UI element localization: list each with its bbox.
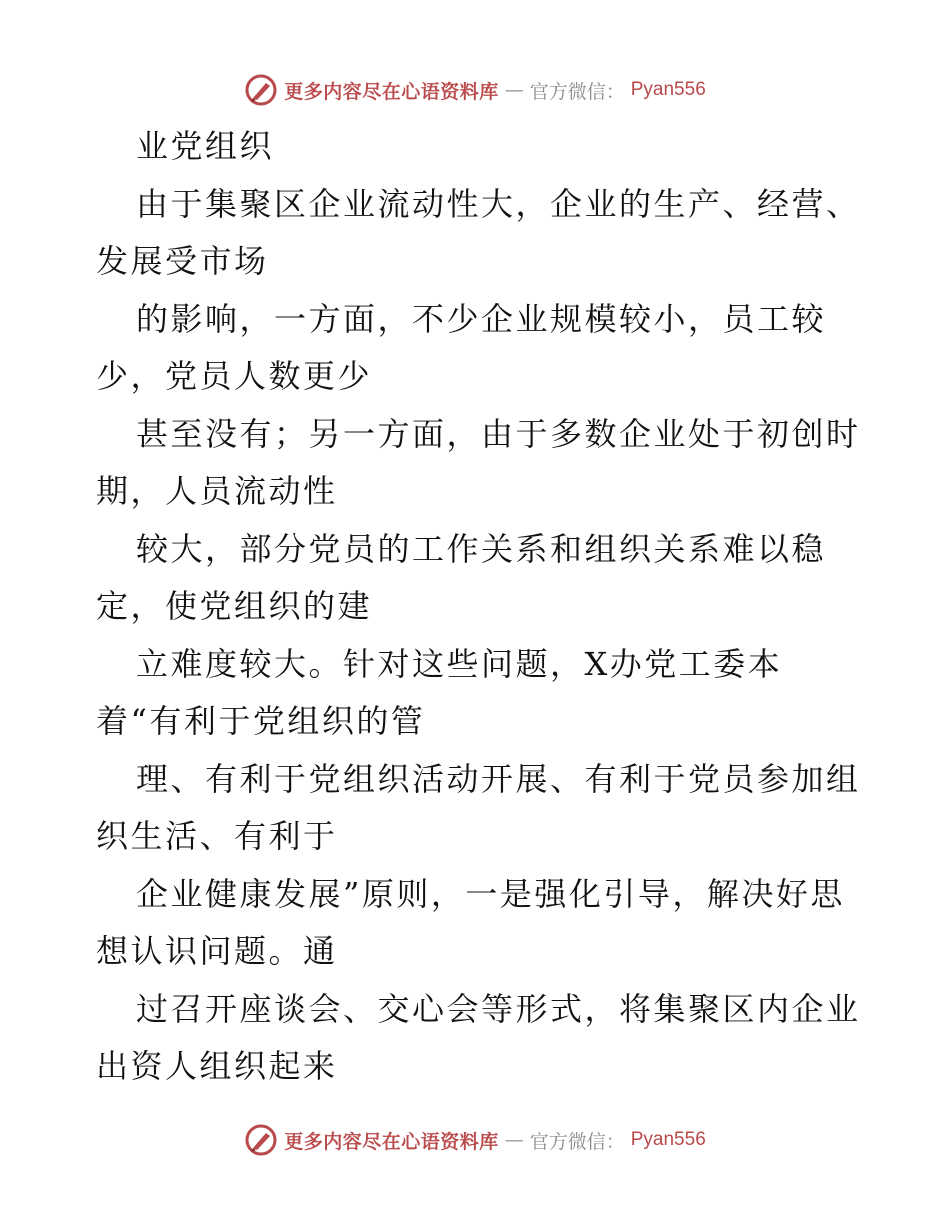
text-line: 发展受市场 <box>96 242 269 280</box>
watermark-brand-text: 更多内容尽在心语资料库 <box>284 80 499 103</box>
text-line: 业党组织 <box>136 127 275 165</box>
watermark-official-label: 官方微信： <box>529 80 625 103</box>
document-body <box>96 118 866 1096</box>
text-line: 的影响，一方面，不少企业规模较小，员工较 <box>136 299 827 338</box>
text-line: 由于集聚区企业流动性大，企业的生产、经营、 <box>136 184 861 223</box>
text-line: 企业健康发展”原则，一是强化引导，解决好思 <box>136 874 845 913</box>
footer-watermark <box>0 1120 950 1160</box>
text-line: 期，人员流动性 <box>96 472 338 510</box>
text-line: 较大，部分党员的工作关系和组织关系难以稳 <box>136 529 827 568</box>
quill-pen-logo-icon <box>244 1123 278 1157</box>
watermark-brand-text: 更多内容尽在心语资料库 <box>284 1130 499 1153</box>
text-line: 出资人组织起来 <box>96 1047 338 1085</box>
text-line: 想认识问题。通 <box>96 932 338 970</box>
watermark-official-label: 官方微信： <box>529 1130 625 1153</box>
watermark-dash: — <box>504 1129 524 1151</box>
text-line: 立难度较大。针对这些问题，X办党工委本 <box>136 644 783 683</box>
watermark-account-id: Pyan556 <box>630 79 706 100</box>
watermark-account-id: Pyan556 <box>630 1129 706 1150</box>
text-line: 着“有利于党组织的管 <box>96 702 426 740</box>
text-line: 定，使党组织的建 <box>96 587 373 625</box>
watermark-dash: — <box>504 79 524 101</box>
text-line: 织生活、有利于 <box>96 817 338 855</box>
text-line: 少，党员人数更少 <box>96 357 373 395</box>
header-watermark <box>0 70 950 110</box>
text-line: 过召开座谈会、交心会等形式，将集聚区内企业 <box>136 989 861 1028</box>
text-line: 理、有利于党组织活动开展、有利于党员参加组 <box>136 759 861 798</box>
text-line: 甚至没有；另一方面，由于多数企业处于初创时 <box>136 414 861 453</box>
quill-pen-logo-icon <box>244 73 278 107</box>
